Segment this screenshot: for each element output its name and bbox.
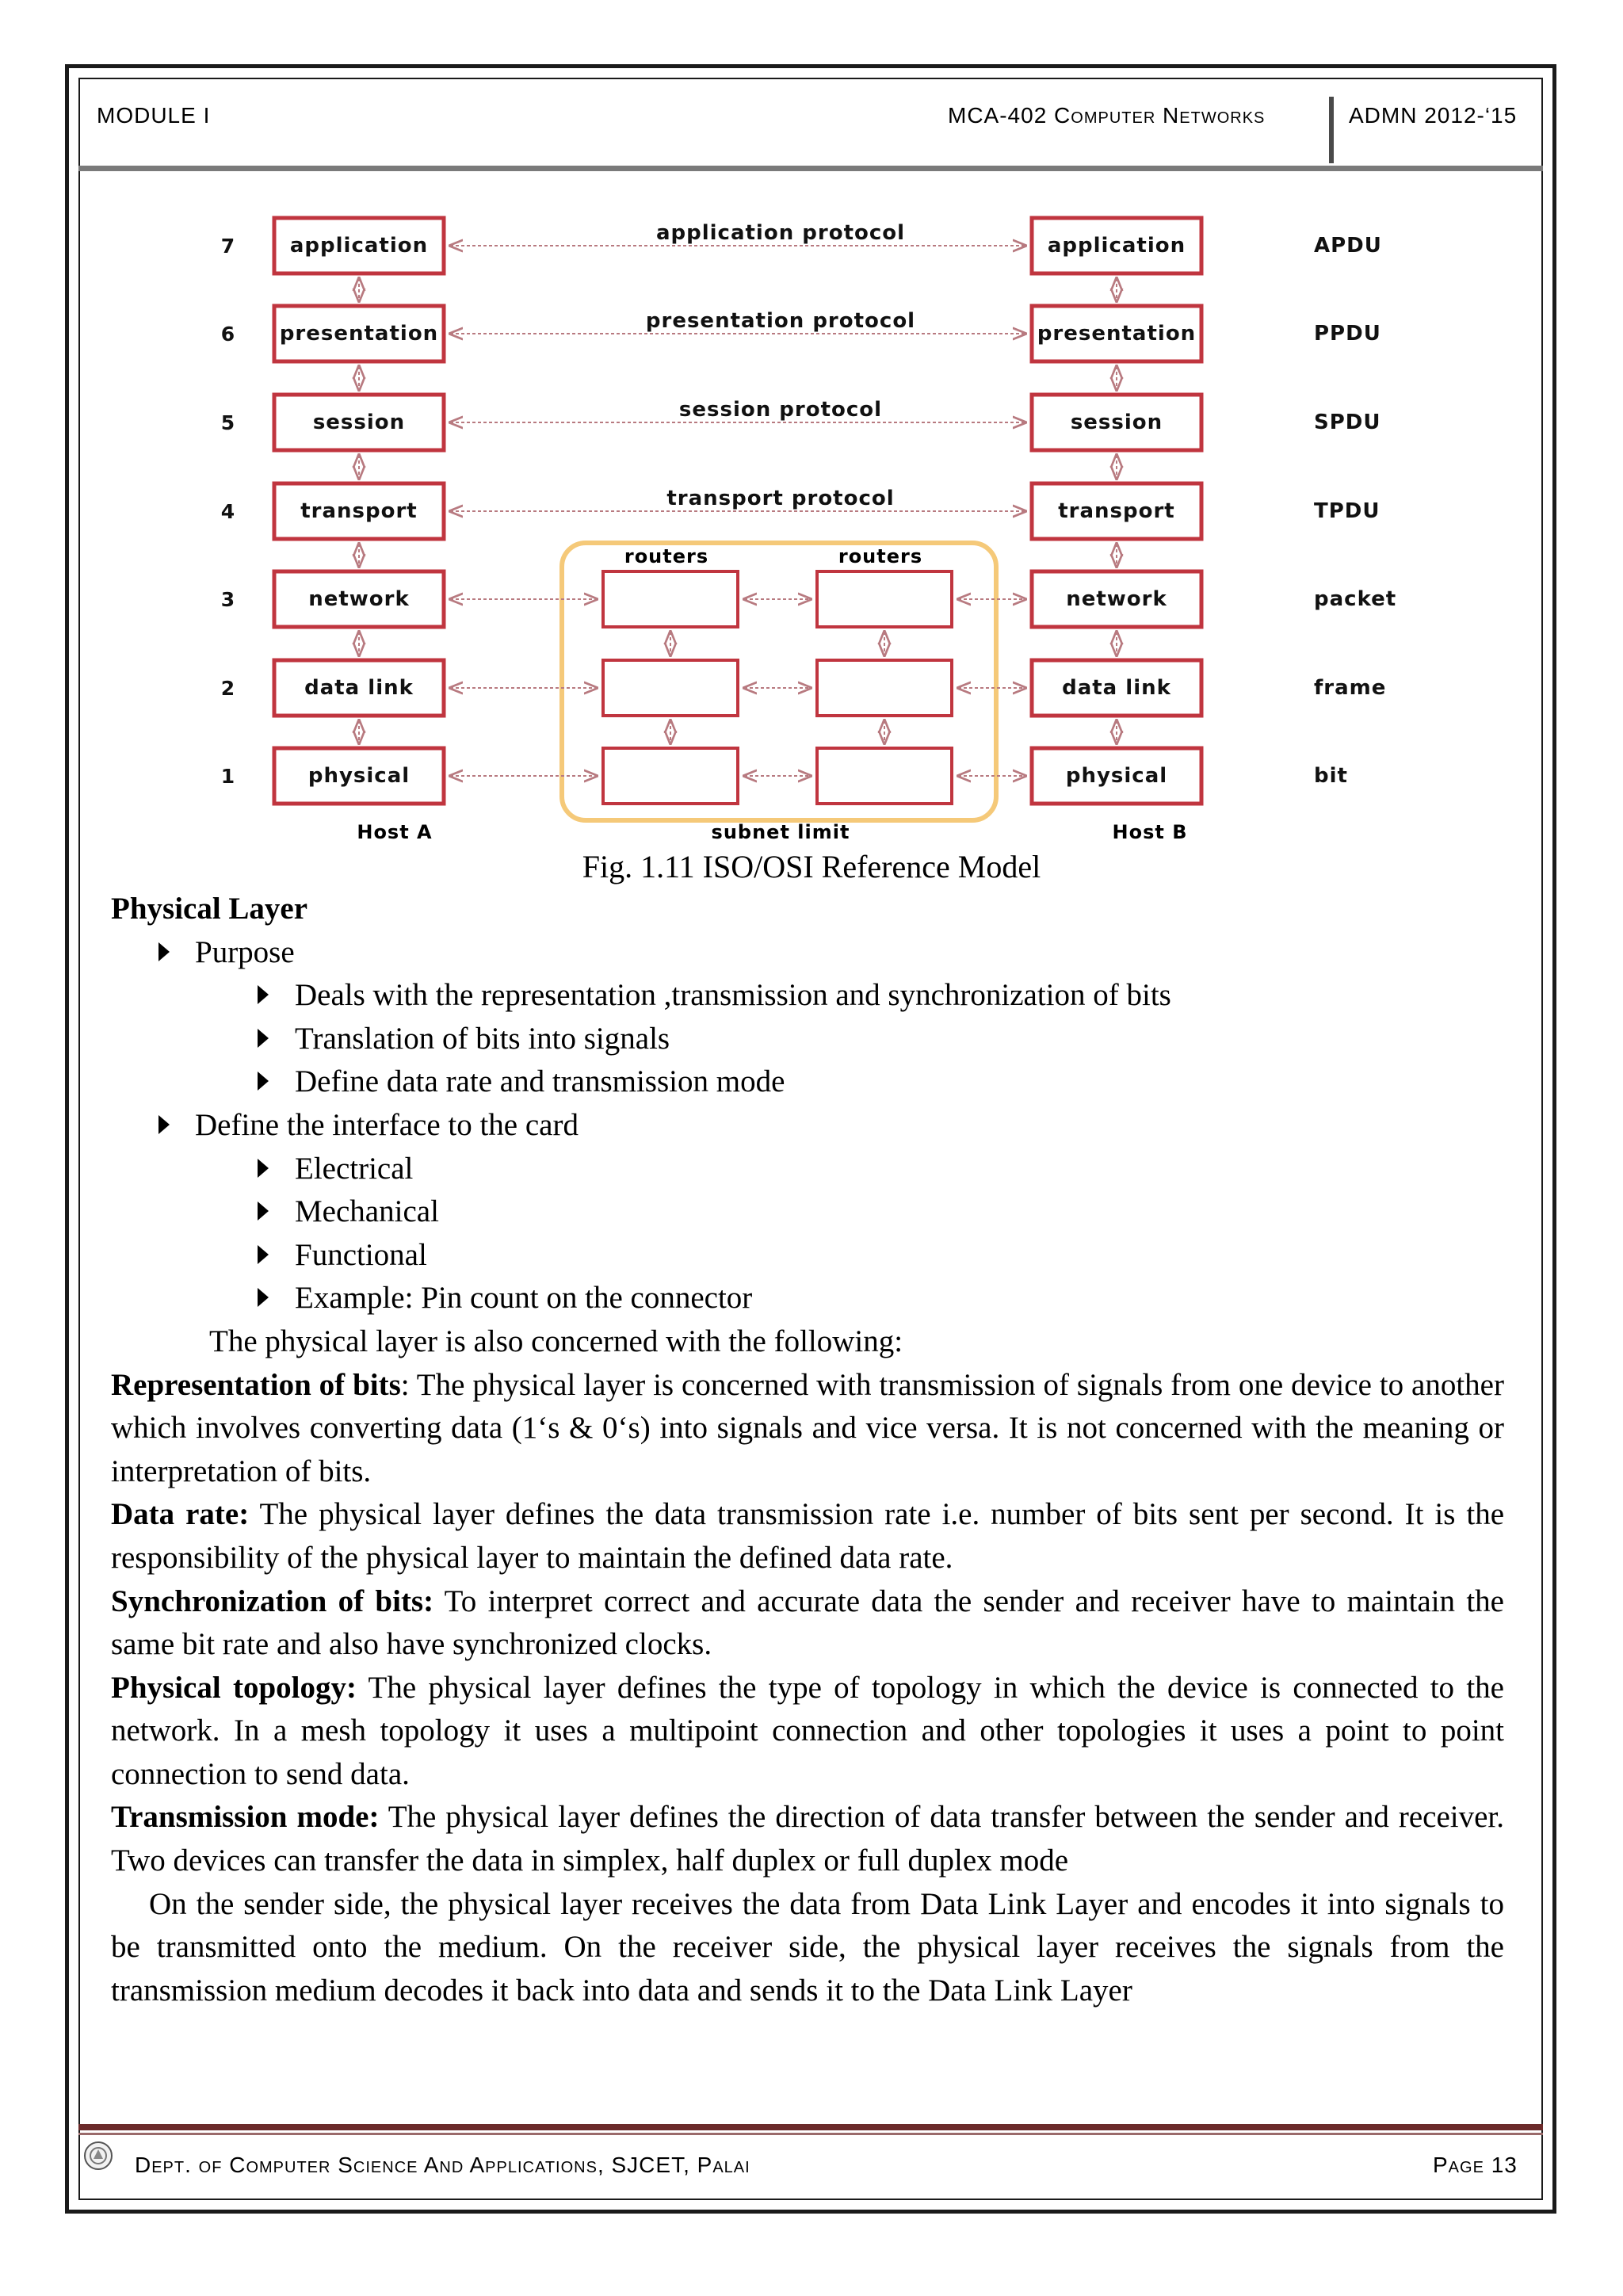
layer-number: 6 <box>220 323 236 346</box>
router-box <box>603 660 738 716</box>
protocol-label: presentation protocol <box>645 309 916 333</box>
host-b-layer-label: transport <box>1058 499 1175 523</box>
pdu-unit-label: packet <box>1314 587 1397 611</box>
pdu-unit-label: PPDU <box>1314 322 1381 346</box>
host-b-layer-label: presentation <box>1037 322 1197 346</box>
list-item: Functional <box>111 1234 1504 1278</box>
host-b-layer-label: session <box>1070 411 1163 434</box>
figure-caption: Fig. 1.11 ISO/OSI Reference Model <box>582 849 1041 884</box>
host-b-layer-label: network <box>1066 587 1167 611</box>
layer-number: 4 <box>220 500 236 523</box>
header-course: MCA-402 Computer Networks <box>948 103 1266 128</box>
list-item: Example: Pin count on the connector <box>111 1277 1504 1320</box>
paragraph-data-rate: Data rate: The physical layer defines the data transmission rate i.e. number of bits sent per second. It is the responsibility of the physical layer to maintain the defined data rate. <box>111 1497 1505 1575</box>
bullet-triangle-icon <box>258 985 269 1004</box>
host-a-layer-label: data link <box>304 676 414 700</box>
bullet-triangle-icon <box>258 1159 269 1178</box>
routers-right-label: routers <box>838 545 923 567</box>
host-b-layer-label: physical <box>1065 764 1168 788</box>
routers-left-label: routers <box>624 545 709 567</box>
footer-dept: Dept. of Computer Science And Applications, SJCET, Palai <box>135 2153 750 2177</box>
bullet-triangle-icon <box>258 1245 269 1264</box>
bullet-triangle-icon <box>258 1029 269 1048</box>
host-b-layer-label: application <box>1047 234 1186 258</box>
host-b-label: Host B <box>1112 821 1188 842</box>
host-a-layer-label: presentation <box>279 322 439 346</box>
host-a-layer-label: session <box>312 411 406 434</box>
header-module: MODULE I <box>97 103 211 128</box>
layer-number: 1 <box>220 765 236 788</box>
concerned-intro: The physical layer is also concerned with the following: <box>209 1324 903 1358</box>
section-title: Physical Layer <box>111 892 308 926</box>
bullet-triangle-icon <box>258 1288 269 1307</box>
bullet-triangle-icon <box>158 1115 170 1134</box>
protocol-label: session protocol <box>678 398 883 422</box>
footer-rule-thin <box>78 2133 1543 2135</box>
paragraph-synchronization: Synchronization of bits: To interpret correct and accurate data the sender and receiver have to maintain the same bit rate and also have synchronized clocks. <box>111 1584 1504 1662</box>
list-item: Deals with the representation ,transmission and synchronization of bits <box>111 974 1504 1018</box>
main-content <box>111 888 1504 2012</box>
router-box <box>603 748 738 804</box>
layer-number: 7 <box>220 235 236 258</box>
header-rule <box>78 166 1543 171</box>
protocol-label: application protocol <box>655 221 906 245</box>
list-item: Translation of bits into signals <box>111 1018 1504 1061</box>
header-separator <box>1329 97 1334 163</box>
subnet-limit-label: subnet limit <box>711 821 850 842</box>
footer-page: Page 13 <box>1433 2153 1518 2177</box>
host-b-layer-label: data link <box>1062 676 1171 700</box>
osi-model-figure <box>204 202 1433 842</box>
router-box <box>817 748 952 804</box>
college-seal-icon <box>82 2140 114 2172</box>
footer-rule <box>78 2124 1543 2130</box>
protocol-label: transport protocol <box>666 487 895 510</box>
list-item: Electrical <box>111 1148 1504 1191</box>
host-a-layer-label: transport <box>300 499 418 523</box>
paragraph-topology: Physical topology: The physical layer defines the type of topology in which the device is connected to the network. In a mesh topology it uses a multipoint connection and other topologies it uses a point to point connection to send data. <box>111 1670 1504 1791</box>
layer-number: 5 <box>220 411 236 434</box>
pdu-unit-label: frame <box>1314 676 1387 700</box>
bullet-triangle-icon <box>158 942 170 961</box>
paragraph-representation: Representation of bits: The physical layer is concerned with transmission of signals from one device to another which involves converting data (1‘s & 0‘s) into signals and vice versa. It is not concerned with the meaning or interpretation of bits. <box>111 1367 1504 1488</box>
router-box <box>817 571 952 627</box>
router-box <box>603 571 738 627</box>
list-item: Purpose <box>111 931 1504 975</box>
pdu-unit-label: APDU <box>1314 234 1382 258</box>
layer-number: 3 <box>220 588 236 611</box>
bullet-triangle-icon <box>258 1201 269 1221</box>
list-item: Define the interface to the card <box>111 1104 1504 1148</box>
paragraph-sender-receiver: On the sender side, the physical layer receives the data from Data Link Layer and encodes it into signals to be transmitted onto the medium. On the receiver side, the physical layer receives the signals from the transmission medium decodes it back into data and sends it to the Data Link Layer <box>111 1886 1504 2008</box>
list-item: Define data rate and transmission mode <box>111 1060 1504 1104</box>
paragraph-transmission-mode: Transmission mode: The physical layer defines the direction of data transfer between the sender and receiver. Two devices can transfer the data in simplex, half duplex or full duplex mode <box>111 1800 1504 1878</box>
host-a-layer-label: application <box>289 234 429 258</box>
pdu-unit-label: bit <box>1314 764 1348 788</box>
host-a-layer-label: network <box>308 587 410 611</box>
host-a-layer-label: physical <box>307 764 411 788</box>
layer-number: 2 <box>220 677 236 700</box>
router-box <box>817 660 952 716</box>
pdu-unit-label: SPDU <box>1314 411 1381 434</box>
bullet-triangle-icon <box>258 1072 269 1091</box>
pdu-unit-label: TPDU <box>1314 499 1381 523</box>
header-admn: ADMN 2012-‘15 <box>1349 103 1518 128</box>
list-item: Mechanical <box>111 1190 1504 1234</box>
host-a-label: Host A <box>357 821 433 842</box>
